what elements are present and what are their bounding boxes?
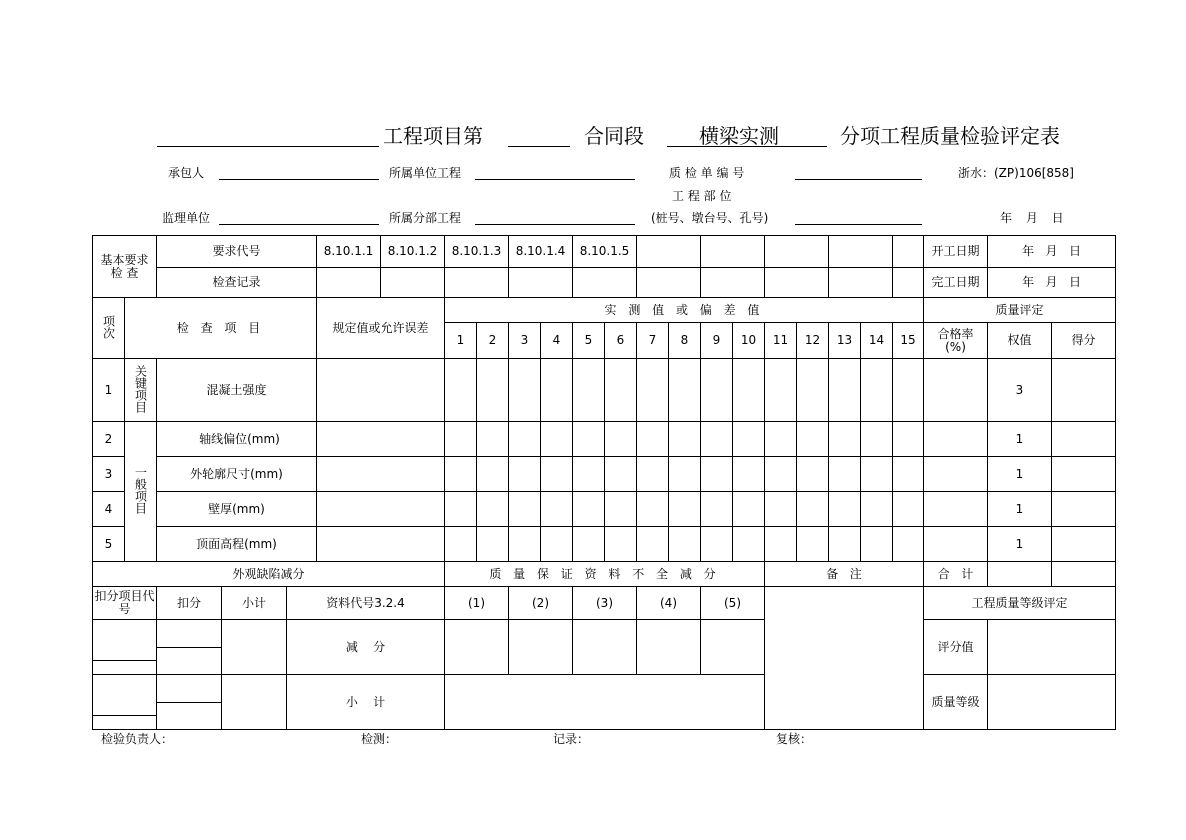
contractor-field[interactable] [219,179,379,180]
table-row [93,422,1116,457]
unit-project-label: 所属单位工程 [389,166,462,180]
value-cell[interactable] [733,492,765,527]
value-cell[interactable] [445,457,477,492]
value-cell[interactable] [669,422,701,457]
remark-cell[interactable] [765,587,924,730]
value-cell[interactable] [477,359,509,422]
value-cell[interactable] [573,457,605,492]
row-no: 5 [93,527,125,562]
row-name: 壁厚(mm) [157,492,317,527]
doc-reduce-cell[interactable] [637,620,701,675]
value-cell[interactable] [861,457,893,492]
grade-label: 质量等级 [924,675,988,730]
value-cell[interactable] [861,527,893,562]
row-no: 4 [93,492,125,527]
value-cell[interactable] [765,527,797,562]
value-cell[interactable] [637,457,669,492]
value-cell[interactable] [445,527,477,562]
value-cell[interactable] [701,422,733,457]
spec-cell[interactable] [317,527,445,562]
value-cell[interactable] [829,359,861,422]
general-group-label: 一般项目 [125,422,157,562]
inspection-table [92,235,1116,730]
req-code-2: 8.10.1.2 [387,244,438,258]
value-cell[interactable] [893,527,924,562]
total-label: 合 计 [924,562,988,587]
value-cell[interactable] [893,422,924,457]
value-cell[interactable] [893,492,924,527]
doc-col-2: (2) [509,587,573,620]
col-3: 3 [509,323,541,359]
row-weight: 1 [988,492,1052,527]
value-cell[interactable] [733,359,765,422]
value-cell[interactable] [605,527,637,562]
check-record-cells[interactable] [317,268,445,298]
title-item: 横梁实测 [699,124,779,148]
row-weight: 1 [988,457,1052,492]
value-cell[interactable] [541,359,573,422]
start-date-label: 开工日期 [924,236,988,268]
value-cell[interactable] [509,527,541,562]
value-cell[interactable] [701,457,733,492]
value-cell[interactable] [797,457,829,492]
req-code-5: 8.10.1.5 [573,236,637,268]
defect-label: 外观缺陷减分 [93,562,445,587]
value-cell[interactable] [701,492,733,527]
item-no-header: 项次 [93,298,125,359]
start-date-value[interactable]: 年 月 日 [988,236,1116,268]
table-row [93,457,1116,492]
doc-reduce-cell[interactable] [509,620,573,675]
doc-subtotal-cell[interactable] [445,675,765,730]
quality-header: 质量评定 [924,298,1116,323]
value-cell[interactable] [701,527,733,562]
doc-reduce-cell[interactable] [445,620,509,675]
reviewer-label: 复核： [776,732,813,746]
spec-cell[interactable] [317,359,445,422]
col-15: 15 [893,323,924,359]
doc-col-3: (3) [573,587,637,620]
value-cell[interactable] [573,422,605,457]
row-weight: 1 [988,422,1052,457]
value-cell[interactable] [445,422,477,457]
form-code: 浙水：(ZP)106[858] [958,166,1074,180]
measured-header: 实 测 值 或 偏 差 值 [445,298,924,323]
value-cell[interactable] [509,457,541,492]
sub-project-label: 所属分部工程 [389,211,462,225]
value-cell[interactable] [733,527,765,562]
grade-cell[interactable] [988,675,1116,730]
value-cell[interactable] [605,457,637,492]
value-cell[interactable] [669,492,701,527]
value-cell[interactable] [829,457,861,492]
value-cell[interactable] [509,492,541,527]
col-4: 4 [541,323,573,359]
value-cell[interactable] [573,492,605,527]
check-record-cell[interactable] [445,268,509,298]
value-cell[interactable] [893,457,924,492]
grade-title: 工程质量等级评定 [924,587,1116,620]
unit-project-field[interactable] [475,179,635,180]
col-12: 12 [797,323,829,359]
req-code-3: 8.10.1.3 [445,236,509,268]
value-cell[interactable] [637,492,669,527]
value-cell[interactable] [477,527,509,562]
col-11: 11 [765,323,797,359]
value-cell[interactable] [797,492,829,527]
col-7: 7 [637,323,669,359]
score-cell[interactable] [1052,527,1116,562]
col-13: 13 [829,323,861,359]
row-name: 外轮廓尺寸(mm) [157,457,317,492]
row-no: 3 [93,457,125,492]
value-cell[interactable] [893,359,924,422]
value-cell[interactable] [829,527,861,562]
row-no: 1 [93,359,125,422]
pass-rate-cell[interactable] [924,492,988,527]
inspection-no-field[interactable] [795,179,922,180]
value-cell[interactable] [733,422,765,457]
row-weight: 3 [988,359,1052,422]
value-cell[interactable] [477,457,509,492]
deduct-subtotal-header [157,587,445,620]
value-cell[interactable] [541,492,573,527]
total-cells[interactable] [988,562,1116,587]
value-cell[interactable] [573,359,605,422]
supervisor-field[interactable] [219,224,379,225]
doc-reduce-cell[interactable] [573,620,637,675]
value-cell[interactable] [637,422,669,457]
row-name: 轴线偏位(mm) [157,422,317,457]
value-cell[interactable] [829,422,861,457]
row-name: 混凝土强度 [157,359,317,422]
project-location-label: 工 程 部 位 [672,189,732,203]
pass-rate-cell[interactable] [924,422,988,457]
deduct-cells[interactable] [157,620,445,675]
value-cell[interactable] [765,492,797,527]
check-record-cell[interactable] [701,268,765,298]
value-cell[interactable] [605,359,637,422]
req-code-4: 8.10.1.4 [509,236,573,268]
check-record-cell[interactable] [765,268,829,298]
col-10: 10 [733,323,765,359]
value-cell[interactable] [797,422,829,457]
doc-reduce-cell[interactable] [701,620,765,675]
score-cell[interactable] [1052,359,1116,422]
col-14: 14 [861,323,893,359]
value-cell[interactable] [797,527,829,562]
deduct-code-cells[interactable] [93,620,157,675]
pass-rate-cell[interactable] [924,457,988,492]
doc-code-header: 资料代号3.2.4 [326,596,405,610]
deduct-cells[interactable] [157,675,445,730]
score-value-cell[interactable] [988,620,1116,675]
col-6: 6 [605,323,637,359]
value-cell[interactable] [861,422,893,457]
location-field[interactable] [795,224,922,225]
spec-cell[interactable] [317,457,445,492]
req-code-1: 8.10.1.1 [317,236,381,267]
small-total-label: 小 计 [345,694,386,709]
value-cell[interactable] [541,422,573,457]
score-cell[interactable] [1052,422,1116,457]
project-name-blank [157,146,379,147]
req-code-10[interactable] [893,236,924,268]
doc-col-4: (4) [637,587,701,620]
basic-requirement-label: 基本要求检 查 [93,236,157,298]
deduct-header: 扣分 [157,587,222,619]
value-cell[interactable] [861,492,893,527]
title-part1: 工程项目第 [383,124,483,148]
value-cell[interactable] [765,457,797,492]
col-1: 1 [445,323,477,359]
title-part3: 分项工程质量检验评定表 [840,124,1060,148]
deduct-code-header: 扣分项目代号 [93,587,157,620]
key-group-label: 关键项目 [125,359,157,422]
deduct-code-cells[interactable] [93,675,157,730]
check-record-cell[interactable] [829,268,893,298]
col-8: 8 [669,323,701,359]
location-detail-label: (桩号、墩台号、孔号) [651,211,769,225]
table-row [93,527,1116,562]
check-record-label: 检查记录 [157,268,317,298]
value-cell[interactable] [477,492,509,527]
spec-cell[interactable] [317,492,445,527]
value-cell[interactable] [573,527,605,562]
title-part2: 合同段 [584,124,644,148]
value-cell[interactable] [605,492,637,527]
value-cell[interactable] [861,359,893,422]
pass-rate-header: 合格率(%) [924,323,988,359]
value-cell[interactable] [509,359,541,422]
pass-rate-cell[interactable] [924,359,988,422]
value-cell[interactable] [445,359,477,422]
recorder-label: 记录： [553,732,590,746]
doc-deduct-label: 质 量 保 证 资 料 不 全 减 分 [445,562,765,587]
score-cell[interactable] [1052,492,1116,527]
score-value-label: 评分值 [924,620,988,675]
value-cell[interactable] [733,457,765,492]
weight-header: 权值 [988,323,1052,359]
spec-header: 规定值或允许误差 [317,298,445,359]
check-record-cell[interactable] [509,268,573,298]
value-cell[interactable] [541,457,573,492]
value-cell[interactable] [669,457,701,492]
req-code-8[interactable] [765,236,829,268]
check-record-cell[interactable] [637,268,701,298]
req-code-7[interactable] [701,236,765,268]
value-cell[interactable] [829,492,861,527]
doc-col-1: (1) [445,587,509,620]
value-cell[interactable] [669,527,701,562]
value-cell[interactable] [797,359,829,422]
value-cell[interactable] [669,359,701,422]
doc-col-5: (5) [701,587,765,620]
sub-project-field[interactable] [475,224,635,225]
pass-rate-cell[interactable] [924,527,988,562]
value-cell[interactable] [541,527,573,562]
score-cell[interactable] [1052,457,1116,492]
supervisor-label: 监理单位 [162,211,211,225]
reduce-label: 减 分 [345,639,386,654]
contractor-label: 承包人 [168,166,205,180]
value-cell[interactable] [765,422,797,457]
row-name: 顶面高程(mm) [157,527,317,562]
req-code-label: 要求代号 [157,236,317,268]
score-header: 得分 [1052,323,1116,359]
value-cell[interactable] [765,359,797,422]
tester-label: 检测： [361,732,398,746]
check-record-cell[interactable] [893,268,924,298]
value-cell[interactable] [477,422,509,457]
value-cell[interactable] [637,527,669,562]
value-cell[interactable] [509,422,541,457]
req-code-9[interactable] [829,236,893,268]
col-2: 2 [477,323,509,359]
col-5: 5 [573,323,605,359]
inspection-no-label: 质 检 单 编 号 [669,166,745,180]
inspector-label: 检验负责人： [101,732,174,746]
value-cell[interactable] [445,492,477,527]
req-code-6[interactable] [637,236,701,268]
value-cell[interactable] [701,359,733,422]
spec-cell[interactable] [317,422,445,457]
value-cell[interactable] [605,422,637,457]
header-date: 年 月 日 [1000,211,1064,225]
col-9: 9 [701,323,733,359]
check-record-cell[interactable] [573,268,637,298]
row-no: 2 [93,422,125,457]
row-weight: 1 [988,527,1052,562]
contract-no-blank [508,146,570,147]
table-row [93,492,1116,527]
remark-label: 备 注 [765,562,924,587]
table-row [93,359,1116,422]
end-date-label: 完工日期 [924,268,988,298]
check-item-header: 检 查 项 目 [125,298,317,359]
req-codes [317,236,445,268]
subtotal-header: 小计 [222,587,287,619]
end-date-value[interactable]: 年 月 日 [988,268,1116,298]
value-cell[interactable] [637,359,669,422]
